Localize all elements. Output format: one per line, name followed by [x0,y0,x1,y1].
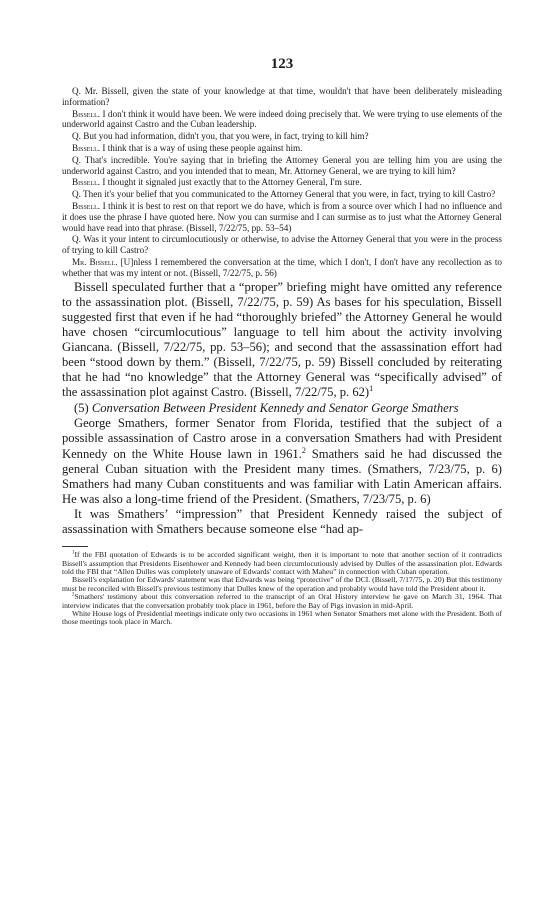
speaker-label: Bissell. [72,177,101,188]
section-title: Conversation Between President Kennedy and Senator George Smathers [91,401,459,416]
testimony-paragraph [62,234,502,256]
speaker-label: Bissell. [72,108,101,119]
section-heading [62,401,502,416]
testimony-paragraph [62,131,502,142]
testimony-text: I don't think it would have been. We were indeed doing precisely that. We were trying to use elements of the underworld against Castro and the Cuban leadership. [62,108,502,130]
body-text: Bissell speculated further that a “proper” briefing might have omitted any reference to the assassination plot. (Bissell, 7/22/75, p. 59) As bases for his speculation, Bissell suggested first that even if he had “thoroughly briefed” the Attorney General he would have chosen “circumlocutious” language to tell him about the activity involving Giancana. (Bissell, 7/22/75, pp. 53–56); and second that the assassination effort had been “stood down by them.” (Bissell, 7/22/75, p. 59) Bissell concluded by reiterating that he had “no knowledge” that the Attorney General was “specifically advised” of the assassination plot against Castro. (Bissell, 7/22/75, p. 62) [62,279,502,400]
testimony-text: Q. But you had information, didn't you, that you were, in fact, trying to kill him? [72,131,369,142]
testimony-paragraph [62,189,502,200]
testimony-paragraph [62,86,502,108]
section-number: (5) [74,401,92,416]
testimony-paragraph [62,201,502,233]
testimony-paragraph [62,109,502,131]
testimony-text: Q. Was it your intent to circumlocutiously or otherwise, to advise the Attorney General that you were in the process of trying to kill Castro? [62,234,502,256]
testimony-paragraph [62,257,502,279]
footnote [62,551,502,576]
page-number: 123 [270,56,294,72]
testimony-text: Q. Then it's your belief that you communicated to the Attorney General that you were, in fact, trying to kill Castro? [72,189,496,200]
testimony-text: I think that is a way of using these people against him. [100,142,303,153]
testimony-text: Q. That's incredible. You're saying that in briefing the Attorney General you are telling him you are using the underworld against Castro, and you intended that to mean, Mr. Attorney General, we are trying to kill him? [62,154,502,176]
footnote-text: Smathers' testimony about this conversation referred to the transcript of an Oral History interview he gave on March 31, 1964. That interview indicates that the conversation probably took place in 1961, before the Bay of Pigs invasion in mid-April. [62,592,502,610]
speaker-label: Bissell. [72,200,101,211]
testimony-paragraph [62,177,502,188]
footnote-mark: 1 [72,550,75,556]
footnote-text: White House logs of Presidential meetings indicate only two occasions in 1961 when Senator Smathers met alone with the President. Both of those meetings took place in March. [62,608,502,627]
body-text: Smathers said he had discussed the general Cuban situation with the President many times. (Smathers, 7/23/75, p. 6) Smathers had many Cuban constituents and was familiar with Latin American affairs. He was also a long-time friend of the President. (Smathers, 7/23/75, p. 6) [62,446,502,506]
footnote [62,610,502,627]
speaker-label: Mr. Bissell. [72,256,118,267]
testimony-text: Q. Mr. Bissell, given the state of your knowledge at that time, wouldn't that have been deliberately misleading information? [62,86,502,107]
footnote-text: If the FBI quotation of Edwards is to be accorded significant weight, then it is important to note that another section of it contradicts Bissell's assumption that Presidents Eisenhower and Kennedy had been circumlocutiously advised by Dulles of the assassination plot. Edwards told the FBI that “Allen Dulles was completely unaware of Edwards' contact with Maheu” in connection with Cuban operation. [62,550,502,576]
footnote-divider [62,546,88,547]
footnote-reference[interactable]: 1 [369,384,374,394]
footnote [62,576,502,593]
testimony-text: I thought it signaled just exactly that to the Attorney General, I'm sure. [100,177,362,188]
footnote-reference[interactable]: 2 [301,445,306,455]
testimony-excerpt [62,86,502,279]
body-paragraph [62,507,502,537]
document-page [62,56,502,627]
body-text: It was Smathers’ “impression” that President Kennedy raised the subject of assassination with Smathers because someone else “had ap- [62,506,502,537]
testimony-paragraph [62,143,502,154]
testimony-paragraph [62,155,502,177]
speaker-label: Bissell. [72,142,101,153]
body-text: George Smathers, former Senator from Florida, testified that the subject of a possible assassination of Castro arose in a conversation Smathers had with President Kennedy on the White House lawn in 1961. [62,416,502,461]
footnote [62,593,502,610]
body-paragraph [62,280,502,401]
footnote-mark: 2 [72,592,75,598]
body-paragraph [62,416,502,507]
main-body [62,280,502,538]
testimony-text: I think it is best to rest on that report we do have, which is from a source over which I had no influence and it does use the phrase I have quoted here. Now you can surmise and I can surmise as to just what the Attorney General would have read into that phrase. (Bissell, 7/22/75, pp. 53–54) [62,200,502,233]
footnote-text: Bissell's explanation for Edwards' statement was that Edwards was being “protective” of the DCI. (Bissell, 7/17/75, p. 20) But this testimony must be reconciled with Bissell's previous testimony that Dulles knew of the operation and probably would have told the President about it. [62,575,502,593]
testimony-text: [U]nless I remembered the conversation at the time, which I don't, I don't have any recollection as to whether that was my intent or not. (Bissell, 7/22/75, p. 56) [62,256,503,278]
footnotes [62,551,502,627]
